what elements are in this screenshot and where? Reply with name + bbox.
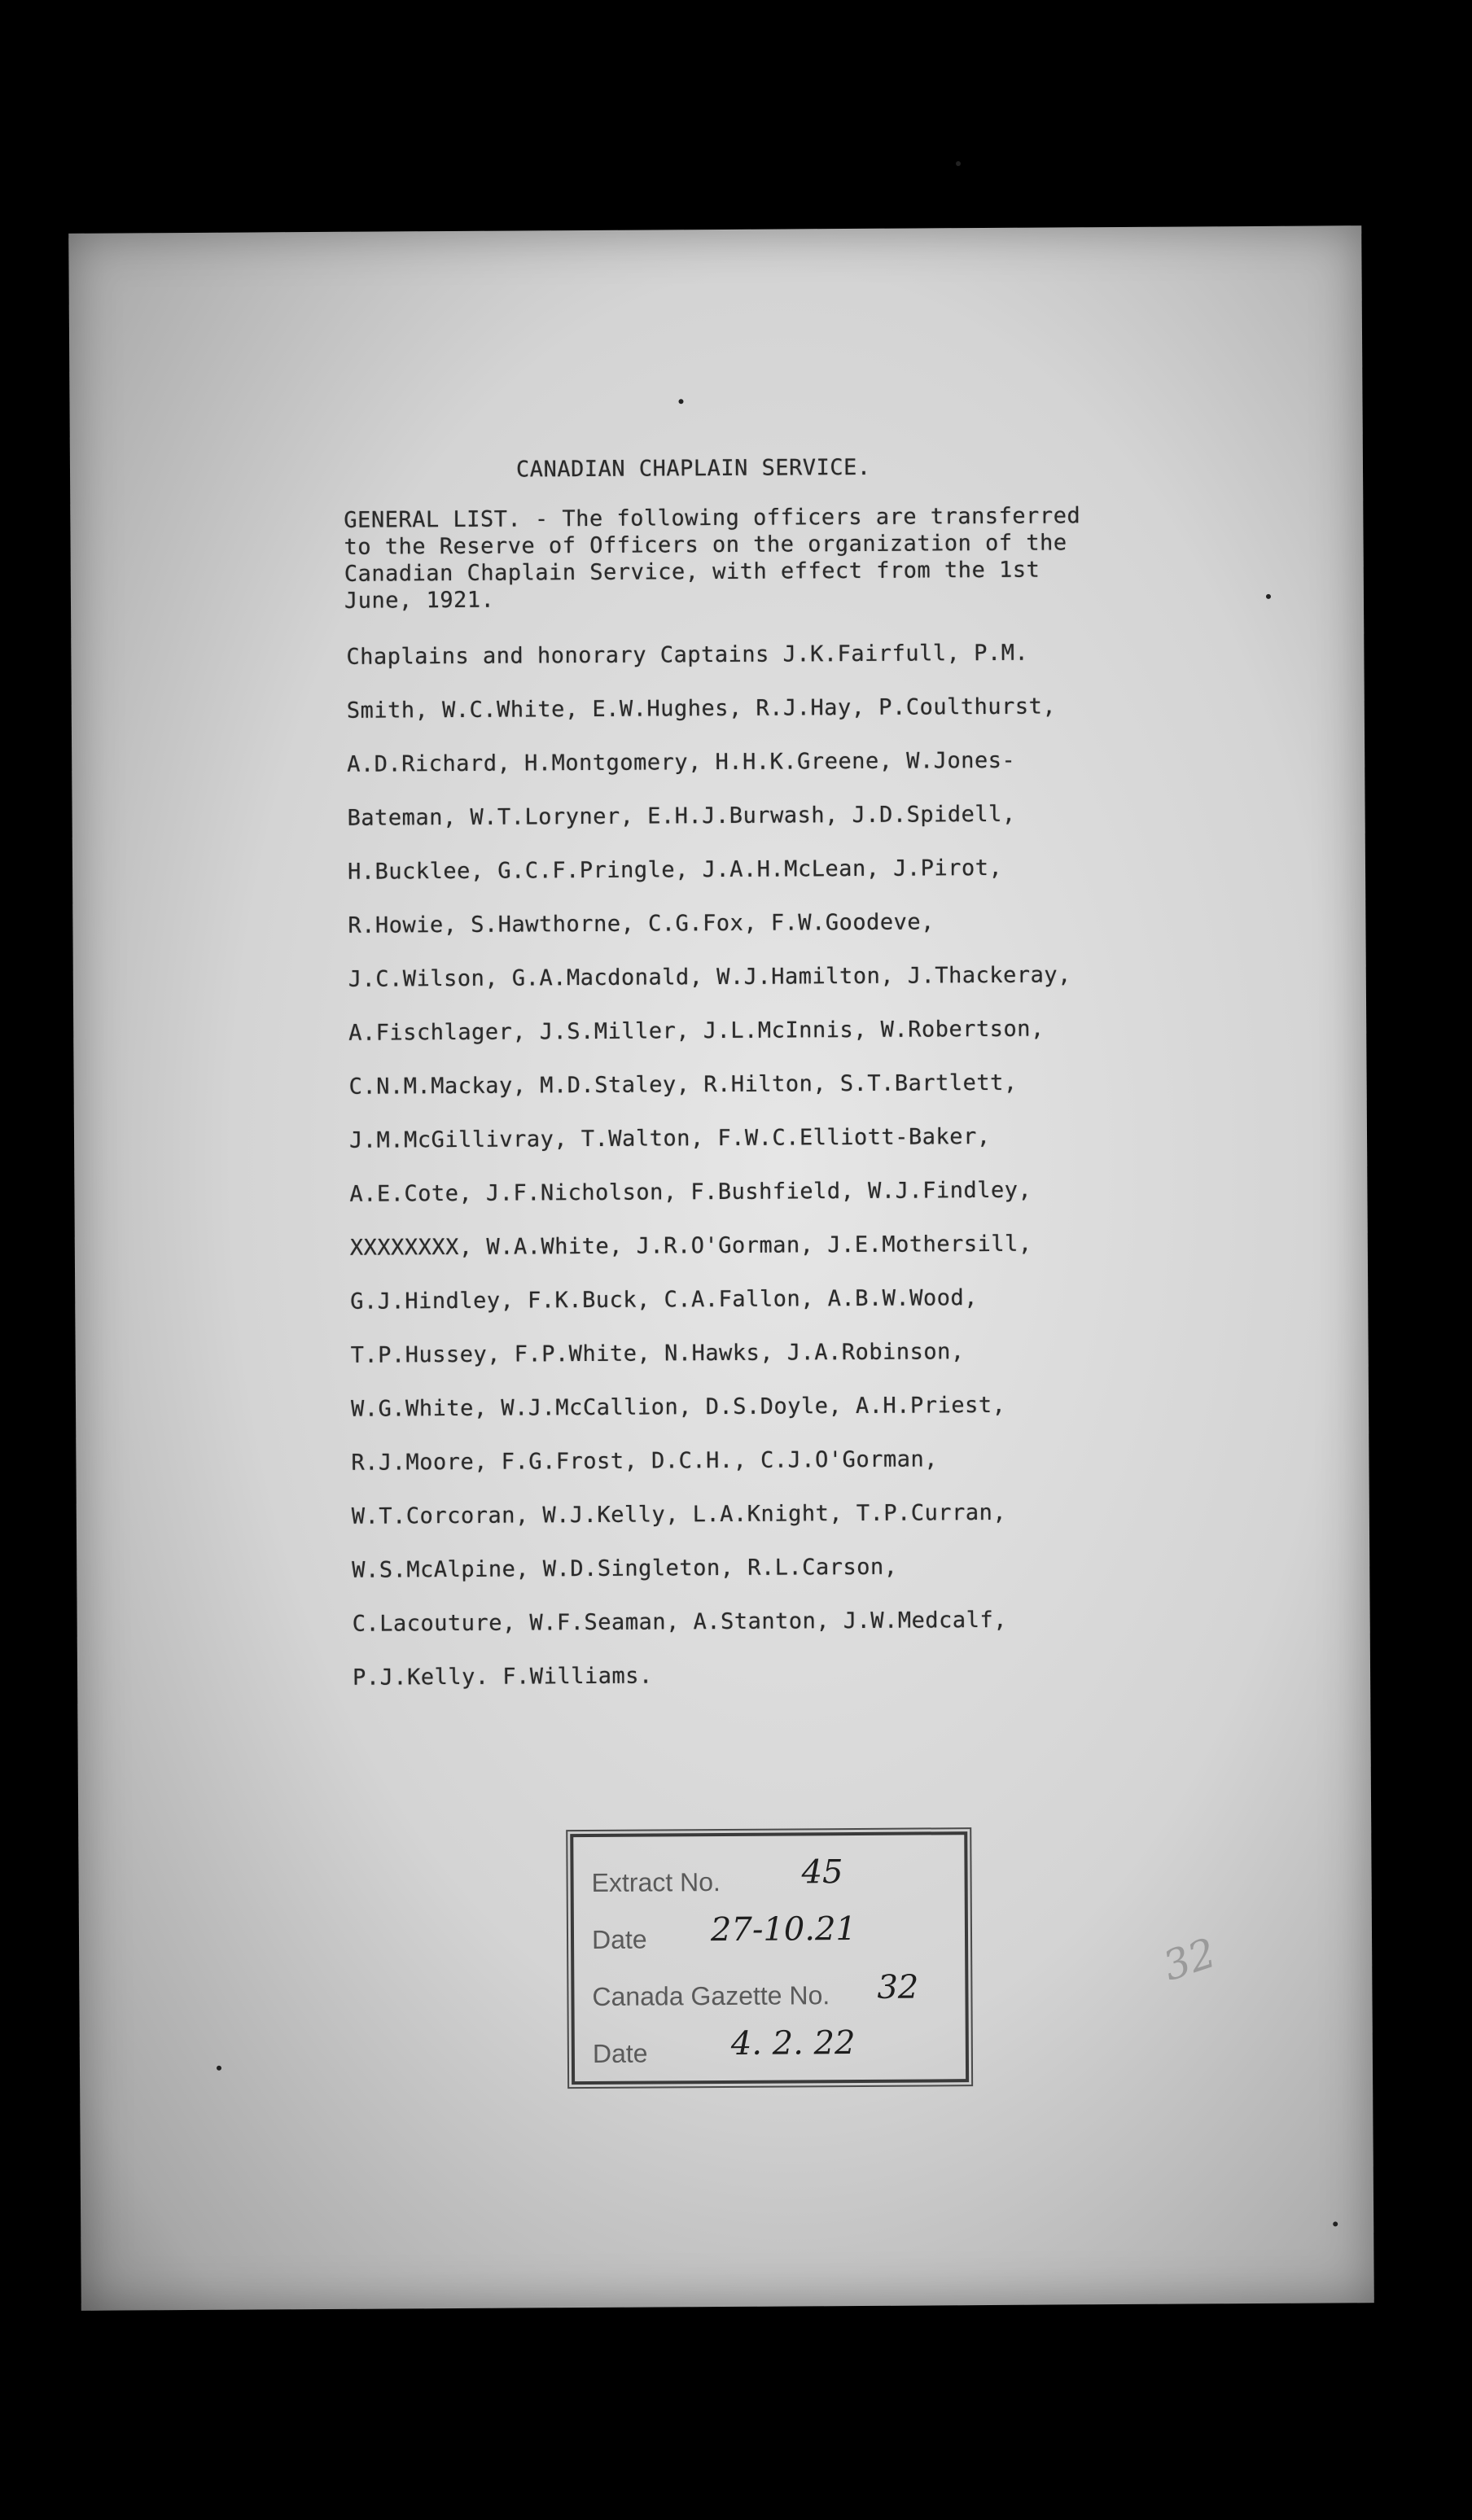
speck [956,161,961,166]
name-row: Bateman, W.T.Loryner, E.H.J.Burwash, J.D.Spidell, [347,801,1016,831]
name-row: C.N.M.Mackay, M.D.Staley, R.Hilton, S.T.Bartlett, [348,1070,1018,1100]
name-row: T.P.Hussey, F.P.White, N.Hawks, J.A.Robinson, [350,1339,965,1368]
name-row: H.Bucklee, G.C.F.Pringle, J.A.H.McLean, J.Pirot, [347,855,1003,885]
extract-stamp [570,1831,969,2085]
stamp-extract-value: 45 [801,1853,843,1892]
document-heading: CANADIAN CHAPLAIN SERVICE. [515,454,871,483]
stamp-date-label: Date [591,1924,647,1954]
name-row: Smith, W.C.White, E.W.Hughes, R.J.Hay, P.Coulthurst, [346,693,1057,724]
speck [1266,594,1271,599]
name-row: R.Howie, S.Hawthorne, C.G.Fox, F.W.Goodeve, [348,909,935,938]
name-row: J.M.McGillivray, T.Walton, F.W.C.Elliott-Baker, [348,1123,991,1153]
intro-line: GENERAL LIST. - The following officers are transferred [344,503,1081,533]
document-page [68,225,1374,2311]
stamp-date-value: 27-10.21 [710,1910,857,1949]
intro-line: Canadian Chaplain Service, with effect from the 1st [344,557,1040,587]
stamp-gazette-label: Canada Gazette No. [592,1980,830,2011]
stamp-extract-label: Extract No. [591,1867,721,1897]
stamp-gazette-value: 32 [877,1968,919,2006]
name-row: A.D.Richard, H.Montgomery, H.H.K.Greene, W.Jones- [347,747,1016,777]
speck [678,399,683,404]
name-row: C.Lacouture, W.F.Seaman, A.Stanton, J.W.Medcalf, [352,1607,1008,1637]
name-row: G.J.Hindley, F.K.Buck, C.A.Fallon, A.B.W.Wood, [350,1285,979,1315]
name-row: W.T.Corcoran, W.J.Kelly, L.A.Knight, T.P.Curran, [351,1499,1007,1529]
name-row: A.Fischlager, J.S.Miller, J.L.McInnis, W.Robertson, [348,1016,1045,1046]
chaplain-name-list [346,626,1076,1704]
speck [217,2066,221,2071]
name-row: A.E.Cote, J.F.Nicholson, F.Bushfield, W.J.Findley, [349,1177,1032,1207]
intro-line: June, 1921. [344,587,495,614]
name-row: XXXXXXXX, W.A.White, J.R.O'Gorman, J.E.Mothersill, [349,1231,1032,1261]
name-row: W.G.White, W.J.McCallion, D.S.Doyle, A.H.Priest, [350,1392,1006,1422]
intro-line: to the Reserve of Officers on the organization of the [344,530,1067,560]
name-row: J.C.Wilson, G.A.Macdonald, W.J.Hamilton, J.Thackeray, [348,962,1071,992]
name-row: P.J.Kelly. F.Williams. [352,1663,653,1691]
name-row: Chaplains and honorary Captains J.K.Fairfull, P.M. [346,640,1029,670]
stamp-date2-label: Date [592,2038,648,2068]
name-row: W.S.McAlpine, W.D.Singleton, R.L.Carson, [352,1554,898,1583]
stamp-date2-value: 4. 2. 22 [730,2024,856,2063]
intro-paragraph [344,501,1207,614]
pencil-margin-mark: 32 [1157,1928,1222,1991]
speck [1333,2221,1338,2226]
name-row: R.J.Moore, F.G.Frost, D.C.H., C.J.O'Gorman, [351,1446,939,1476]
